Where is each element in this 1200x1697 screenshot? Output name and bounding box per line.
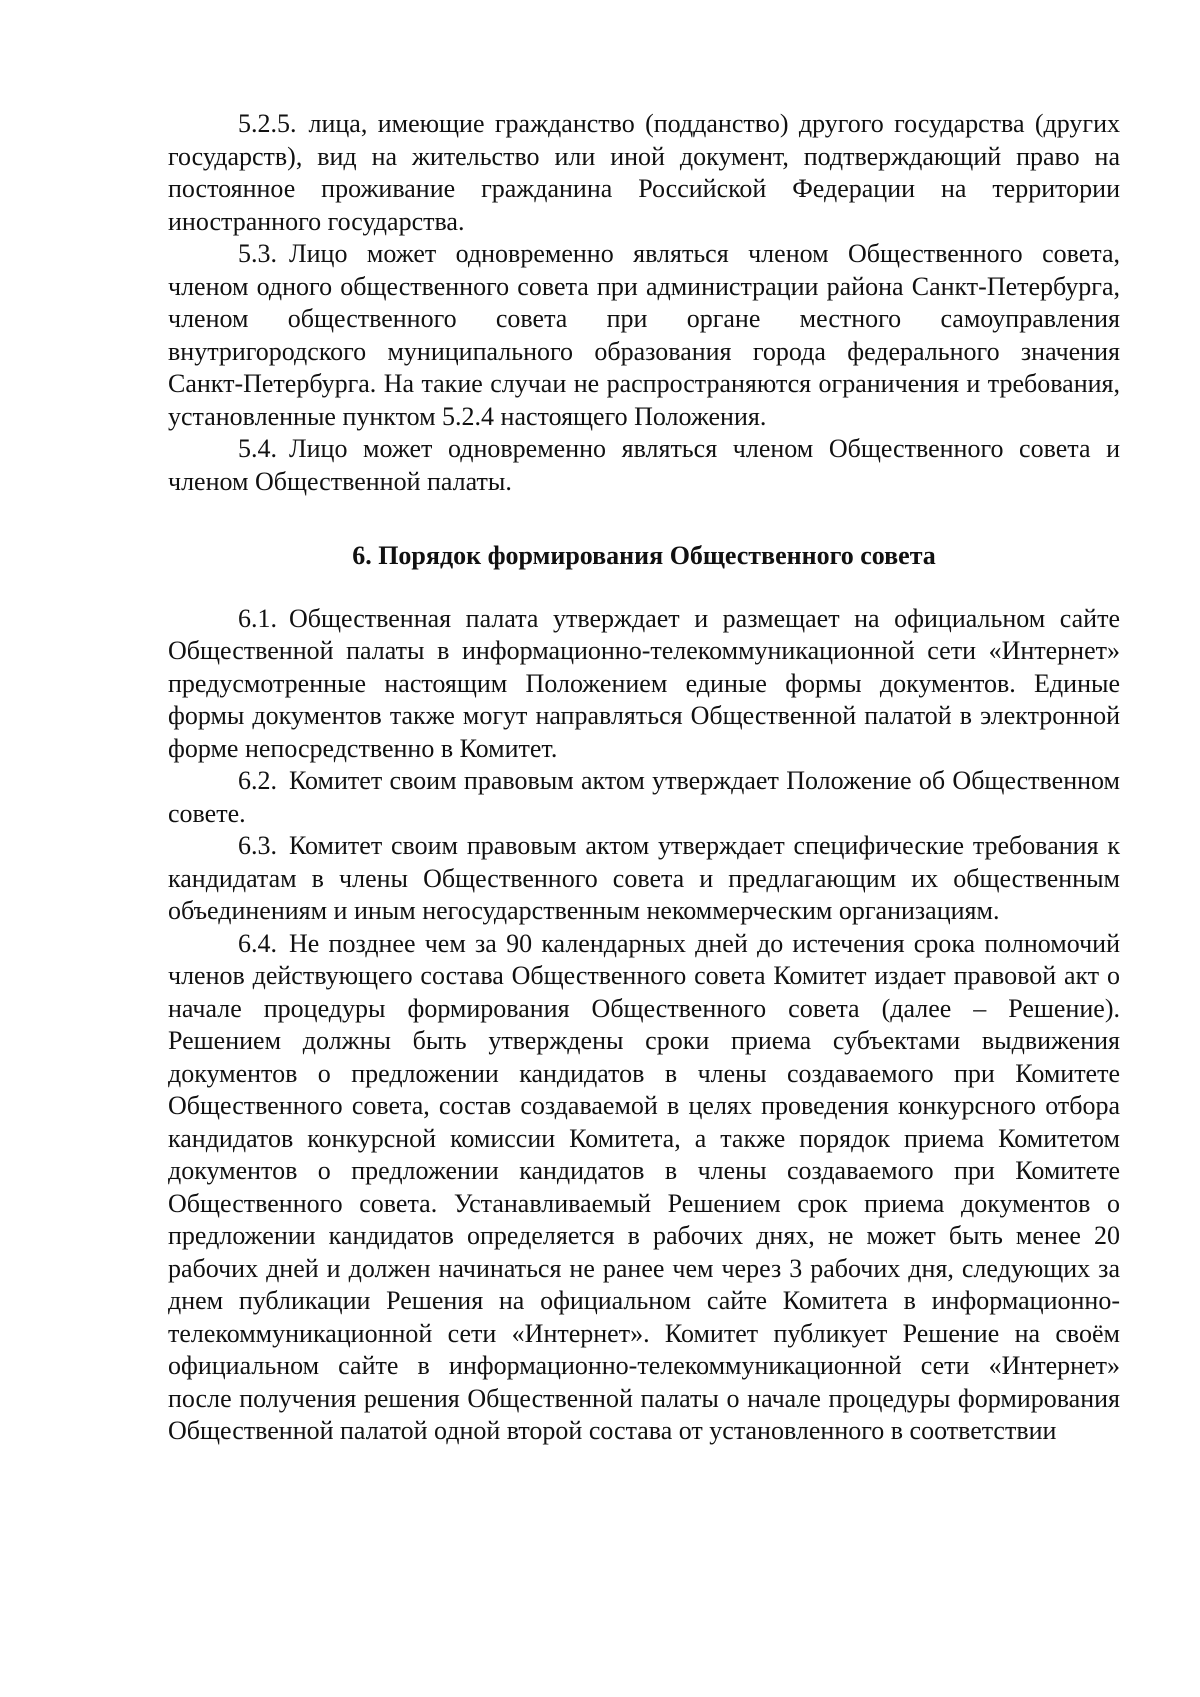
paragraph-text: Лицо может одновременно являться членом Общественного совета и членом Общественной палаты. xyxy=(168,434,1120,496)
section-heading: 6. Порядок формирования Общественного совета xyxy=(352,541,936,570)
paragraph-6-3 xyxy=(168,830,1120,928)
paragraph-number: 6.4. xyxy=(238,928,277,958)
paragraph-text: лица, имеющие гражданство (подданство) другого государства (других государств), вид на жительство или иной документ, подтверждающий право на постоянное проживание гражданина Российской Федерации на территории иностранного государства. xyxy=(168,109,1120,236)
paragraph-text: Лицо может одновременно являться членом Общественного совета, членом одного общественного совета при администрации района Санкт-Петербурга, членом общественного совета при органе местного самоуправления внутригородского муниципального образования города федерального значения Санкт-Петербурга. На такие случаи не распространяются ограничения и требования, установленные пунктом 5.2.4 настоящего Положения. xyxy=(168,239,1120,431)
paragraph-number: 5.3. xyxy=(238,239,277,268)
paragraph-text: Комитет своим правовым актом утверждает специфические требования к кандидатам в члены Общественного совета и предлагающим их общественным объединениям и иным негосударственным некоммерческим организациям. xyxy=(168,831,1120,925)
paragraph-number: 6.1. xyxy=(238,603,277,633)
paragraph-6-4 xyxy=(168,928,1120,1448)
paragraph-5-3 xyxy=(168,238,1120,433)
document-page xyxy=(168,108,1120,1448)
paragraph-text: Общественная палата утверждает и размещает на официальном сайте Общественной палаты в информационно-телекоммуникационной сети «Интернет» предусмотренные настоящим Положением единые формы документов. Единые формы документов также могут направляться Общественной палатой в электронной форме непосредственно в Комитет. xyxy=(168,603,1120,763)
paragraph-number: 5.4. xyxy=(238,434,277,463)
paragraph-text: Не позднее чем за 90 календарных дней до истечения срока полномочий членов действующего состава Общественного совета Комитет издает правовой акт о начале процедуры формирования Общественного совета (далее – Решение). Решением должны быть утверждены сроки приема субъектами выдвижения документов о предложении кандидатов в члены создаваемого при Комитете Общественного совета, состав создаваемой в целях проведения конкурсного отбора кандидатов конкурсной комиссии Комитета, а также порядок приема Комитетом документов о предложении кандидатов в члены создаваемого при Комитете Общественного совета. Устанавливаемый Решением срок приема документов о предложении кандидатов определяется в рабочих днях, не может быть менее 20 рабочих дней и должен начинаться не ранее чем через 3 рабочих дня, следующих за днем публикации Решения на официальном сайте Комитета в информационно-телекоммуникационной сети «Интернет». Комитет публикует Решение на своём официальном сайте в информационно-телекоммуникационной сети «Интернет» после получения решения Общественной палаты о начале процедуры формирования Общественной палатой одной второй состава от установленного в соответствии xyxy=(168,928,1120,1445)
paragraph-6-1 xyxy=(168,603,1120,766)
paragraph-5-2-5 xyxy=(168,108,1120,238)
paragraph-6-2 xyxy=(168,765,1120,830)
paragraph-5-4 xyxy=(168,433,1120,498)
paragraph-text: Комитет своим правовым актом утверждает Положение об Общественном совете. xyxy=(168,766,1120,828)
paragraph-number: 6.3. xyxy=(238,831,277,860)
paragraph-number: 6.2. xyxy=(238,766,277,795)
paragraph-number: 5.2.5. xyxy=(238,109,297,138)
